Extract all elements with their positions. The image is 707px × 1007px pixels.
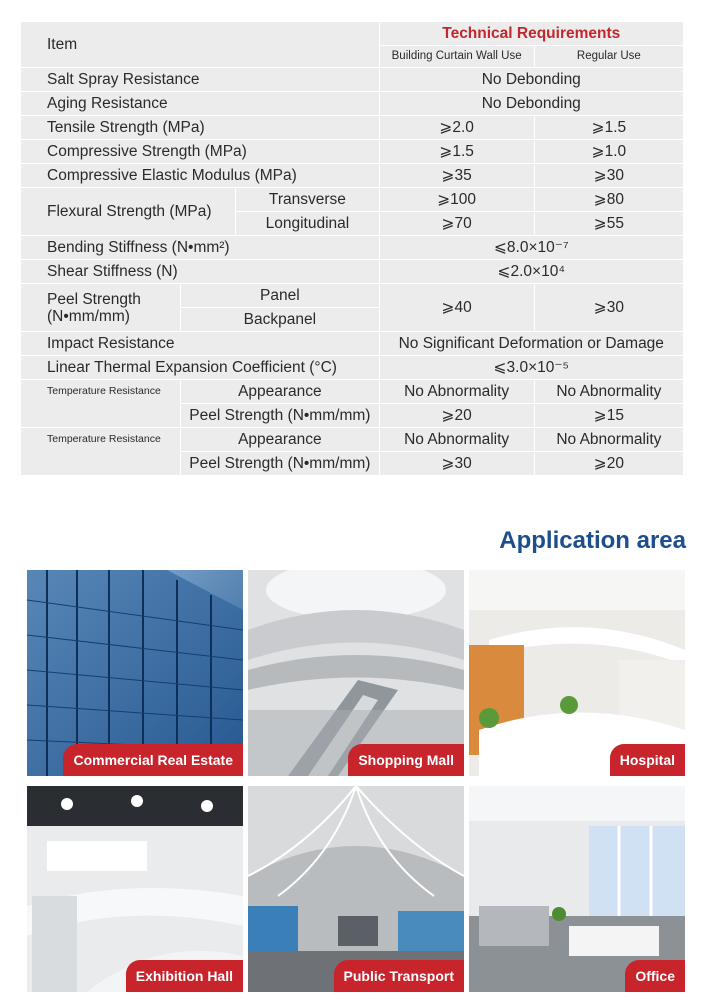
table-row (21, 380, 684, 404)
value-curtain: ⩾100 (379, 188, 534, 212)
row-label: Salt Spray Resistance (21, 68, 380, 92)
value-regular: ⩾30 (534, 284, 683, 332)
table-row (21, 92, 684, 116)
row-value: No Significant Deformation or Damage (379, 332, 683, 356)
row-label-temperature: Temperature Resistance (21, 428, 181, 476)
header-curtain-wall-use: Building Curtain Wall Use (379, 46, 534, 68)
row-label: Flexural Strength (MPa) (21, 188, 236, 236)
row-value: ⩽8.0×10⁻⁷ (379, 236, 683, 260)
sub-label: Transverse (236, 188, 379, 212)
row-label: Compressive Strength (MPa) (21, 140, 380, 164)
tile-label: Commercial Real Estate (63, 744, 243, 776)
table-row (21, 188, 684, 212)
value-curtain: ⩾35 (379, 164, 534, 188)
value-regular: ⩾1.0 (534, 140, 683, 164)
sub-label: Peel Strength (N•mm/mm) (181, 452, 379, 476)
header-regular-use: Regular Use (534, 46, 683, 68)
value-regular: ⩾80 (534, 188, 683, 212)
value-regular: ⩾55 (534, 212, 683, 236)
row-label-temperature: Temperature Resistance (21, 380, 181, 428)
tile-label: Shopping Mall (348, 744, 464, 776)
tile-shopping-mall (248, 570, 464, 776)
row-label: Shear Stiffness (N) (21, 260, 380, 284)
row-value: ⩽3.0×10⁻⁵ (379, 356, 683, 380)
row-label: Bending Stiffness (N•mm²) (21, 236, 380, 260)
value-curtain: ⩾40 (379, 284, 534, 332)
header-technical-requirements: Technical Requirements (379, 22, 683, 46)
sub-label: Longitudinal (236, 212, 379, 236)
header-item: Item (21, 22, 380, 68)
row-label: Aging Resistance (21, 92, 380, 116)
table-row (21, 284, 684, 308)
sub-label: Backpanel (181, 308, 379, 332)
tile-exhibition-hall (27, 786, 243, 992)
technical-requirements-table (20, 21, 684, 476)
value-regular: ⩾20 (534, 452, 683, 476)
row-label: Tensile Strength (MPa) (21, 116, 380, 140)
tile-label: Exhibition Hall (126, 960, 243, 992)
value-regular: No Abnormality (534, 380, 683, 404)
tile-office (469, 786, 685, 992)
row-label: Compressive Elastic Modulus (MPa) (21, 164, 380, 188)
peel-strength-line2: (N•mm/mm) (47, 307, 130, 325)
tile-commercial-real-estate (27, 570, 243, 776)
value-regular: No Abnormality (534, 428, 683, 452)
value-curtain: No Abnormality (379, 428, 534, 452)
row-value: No Debonding (379, 92, 683, 116)
value-curtain: No Abnormality (379, 380, 534, 404)
value-curtain: ⩾30 (379, 452, 534, 476)
value-curtain: ⩾1.5 (379, 140, 534, 164)
row-value: No Debonding (379, 68, 683, 92)
value-regular: ⩾1.5 (534, 116, 683, 140)
sub-label: Peel Strength (N•mm/mm) (181, 404, 379, 428)
row-label: Impact Resistance (21, 332, 380, 356)
value-regular: ⩾15 (534, 404, 683, 428)
table-row (21, 116, 684, 140)
value-regular: ⩾30 (534, 164, 683, 188)
row-label-peel-strength (21, 284, 181, 332)
table-row (21, 164, 684, 188)
tile-label: Public Transport (334, 960, 464, 992)
table-row (21, 332, 684, 356)
sub-label: Appearance (181, 380, 379, 404)
application-area-title: Application area (499, 527, 686, 554)
table-row (21, 260, 684, 284)
sub-label: Panel (181, 284, 379, 308)
value-curtain: ⩾2.0 (379, 116, 534, 140)
value-curtain: ⩾20 (379, 404, 534, 428)
table-row (21, 356, 684, 380)
table-row (21, 68, 684, 92)
tile-label: Hospital (610, 744, 685, 776)
tile-label: Office (625, 960, 685, 992)
value-curtain: ⩾70 (379, 212, 534, 236)
row-label: Linear Thermal Expansion Coefficient (°C) (21, 356, 380, 380)
sub-label: Appearance (181, 428, 379, 452)
tile-hospital (469, 570, 685, 776)
table-row (21, 428, 684, 452)
table-row (21, 236, 684, 260)
peel-strength-line1: Peel Strength (47, 290, 141, 308)
tile-public-transport (248, 786, 464, 992)
row-value: ⩽2.0×10⁴ (379, 260, 683, 284)
table-row (21, 140, 684, 164)
